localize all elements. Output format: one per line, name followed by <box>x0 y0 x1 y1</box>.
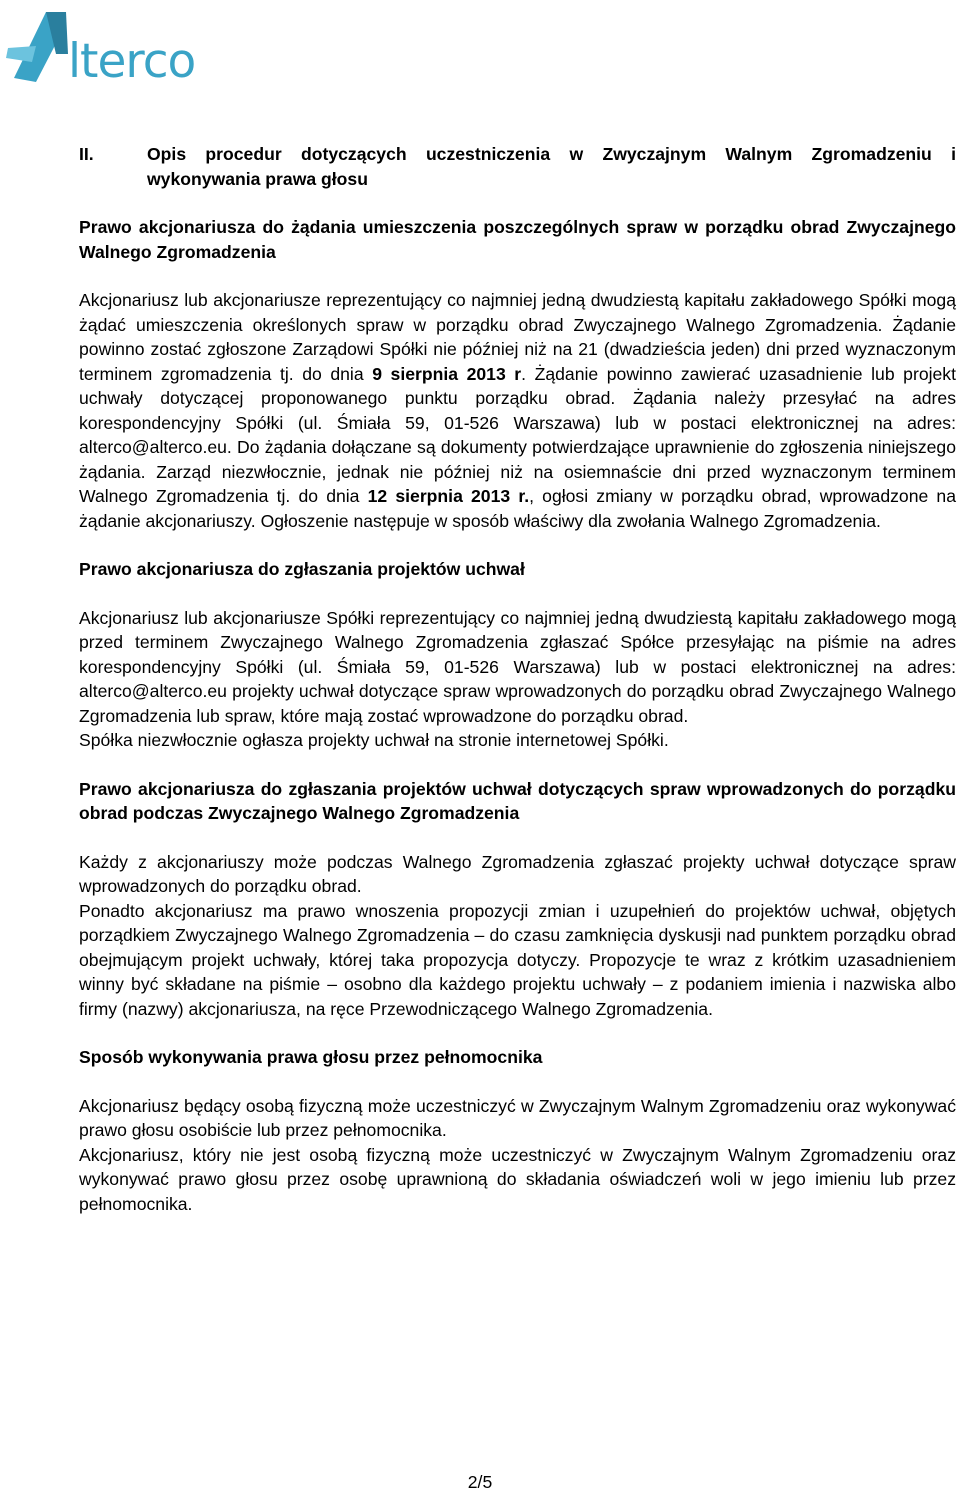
logo-text: lterco <box>68 34 196 89</box>
logo-mark-icon <box>6 8 76 88</box>
date-deadline-2: 12 sierpnia 2013 r. <box>367 486 530 506</box>
paragraph-legal-person: Akcjonariusz, który nie jest osobą fizyczną może uczestniczyć w Zwyczajnym Walnym Zgromadzeniu oraz wykonywać prawo głosu przez osobę uprawnioną do składania oświadczeń woli w jego imieniu lub przez pełnomocnika. <box>79 1144 956 1214</box>
paragraph-natural-person: Akcjonariusz będący osobą fizyczną może uczestniczyć w Zwyczajnym Walnym Zgromadzeniu oraz wykonywać prawo głosu osobiście lub przez pełnomocnika. <box>79 1095 956 1140</box>
heading-request-agenda: Prawo akcjonariusza do żądania umieszczenia poszczególnych spraw w porządku obrad Zwyczajnego Walnego Zgromadzenia <box>79 217 956 262</box>
paragraph-amendments: Ponadto akcjonariusz ma prawo wnoszenia propozycji zmian i uzupełnień do projektów uchwał, objętych porządkiem Zwyczajnego Walnego Zgromadzenia – do czasu zamknięcia dyskusji nad punktem porządku obrad obejmującym projekt uchwały, której taka propozycja dotyczy. Propozycje te wraz z krótkim uzasadnieniem winny być składane na piśmie – osobno dla każdego projektu uchwały – z podaniem imienia i nazwiska albo firmy (nazwy) akcjonariusza, na ręce Przewodniczącego Walnego Zgromadzenia. <box>79 900 956 1019</box>
document-body <box>79 142 956 1216</box>
date-deadline-1: 9 sierpnia 2013 r <box>372 363 522 384</box>
paragraph-draft-resolutions: Akcjonariusz lub akcjonariusze Spółki reprezentujący co najmniej jedną dwudziestą kapitału zakładowego mogą przed terminem Zwyczajnego Walnego Zgromadzenia zgłaszać Spółce przesyłając na piśmie na adres korespondencyjny Spółki (ul. Śmiała 59, 01-526 Warszawa) lub w postaci elektronicznej na adres: alterco@alterco.eu projekty uchwał dotyczące spraw wprowadzonych do porządku obrad Zwyczajnego Walnego Zgromadzenia lub spraw, które mają zostać wprowadzone do porządku obrad. <box>79 607 956 726</box>
paragraph-drafts-during-meeting: Każdy z akcjonariuszy może podczas Walnego Zgromadzenia zgłaszać projekty uchwał dotyczące spraw wprowadzonych do porządku obrad. <box>79 851 956 896</box>
alterco-logo <box>6 8 218 88</box>
heading-draft-resolutions: Prawo akcjonariusza do zgłaszania projektów uchwał <box>79 559 525 579</box>
section-number: II. <box>79 144 94 164</box>
heading-drafts-during-meeting: Prawo akcjonariusza do zgłaszania projektów uchwał dotyczących spraw wprowadzonych do porządku obrad podczas Zwyczajnego Walnego Zgromadzenia <box>79 778 956 823</box>
paragraph-publication: Spółka niezwłocznie ogłasza projekty uchwał na stronie internetowej Spółki. <box>79 730 669 750</box>
section-title: Opis procedur dotyczących uczestniczenia w Zwyczajnym Walnym Zgromadzeniu i wykonywania prawa głosu <box>147 144 956 189</box>
page-number: 2/5 <box>467 1472 493 1492</box>
heading-proxy-voting: Sposób wykonywania prawa głosu przez pełnomocnika <box>79 1047 543 1067</box>
paragraph-request-agenda: Akcjonariusz lub akcjonariusze reprezentujący co najmniej jedną dwudziestą kapitału zakładowego Spółki mogą żądać umieszczenia określonych spraw w porządku obrad Zwyczajnego Walnego Zgromadzenia. Żądanie powinno zostać zgłoszone Zarządowi Spółki nie później niż na 21 (dwadzieścia jeden) dni przed wyznaczonym terminem zgromadzenia tj. do dnia 9 sierpnia 2013 r. Żądanie powinno zawierać uzasadnienie lub projekt uchwały dotyczącej proponowanego punktu porządku obrad. Żądania należy przesyłać na adres korespondencyjny Spółki (ul. Śmiała 59, 01-526 Warszawa) lub w postaci elektronicznej na adres: alterco@alterco.eu. Do żądania dołączane są dokumenty potwierdzające uprawnienie do zgłoszenia niniejszego żądania. Zarząd niezwłocznie, jednak nie później niż na osiemnaście dni przed wyznaczonym terminem Walnego Zgromadzenia tj. do dnia 12 sierpnia 2013 r., ogłosi zmiany w porządku obrad, wprowadzone na żądanie akcjonariuszy. Ogłoszenie następuje w sposób właściwy dla zwołania Walnego Zgromadzenia. <box>79 290 957 531</box>
section-heading <box>79 142 956 191</box>
